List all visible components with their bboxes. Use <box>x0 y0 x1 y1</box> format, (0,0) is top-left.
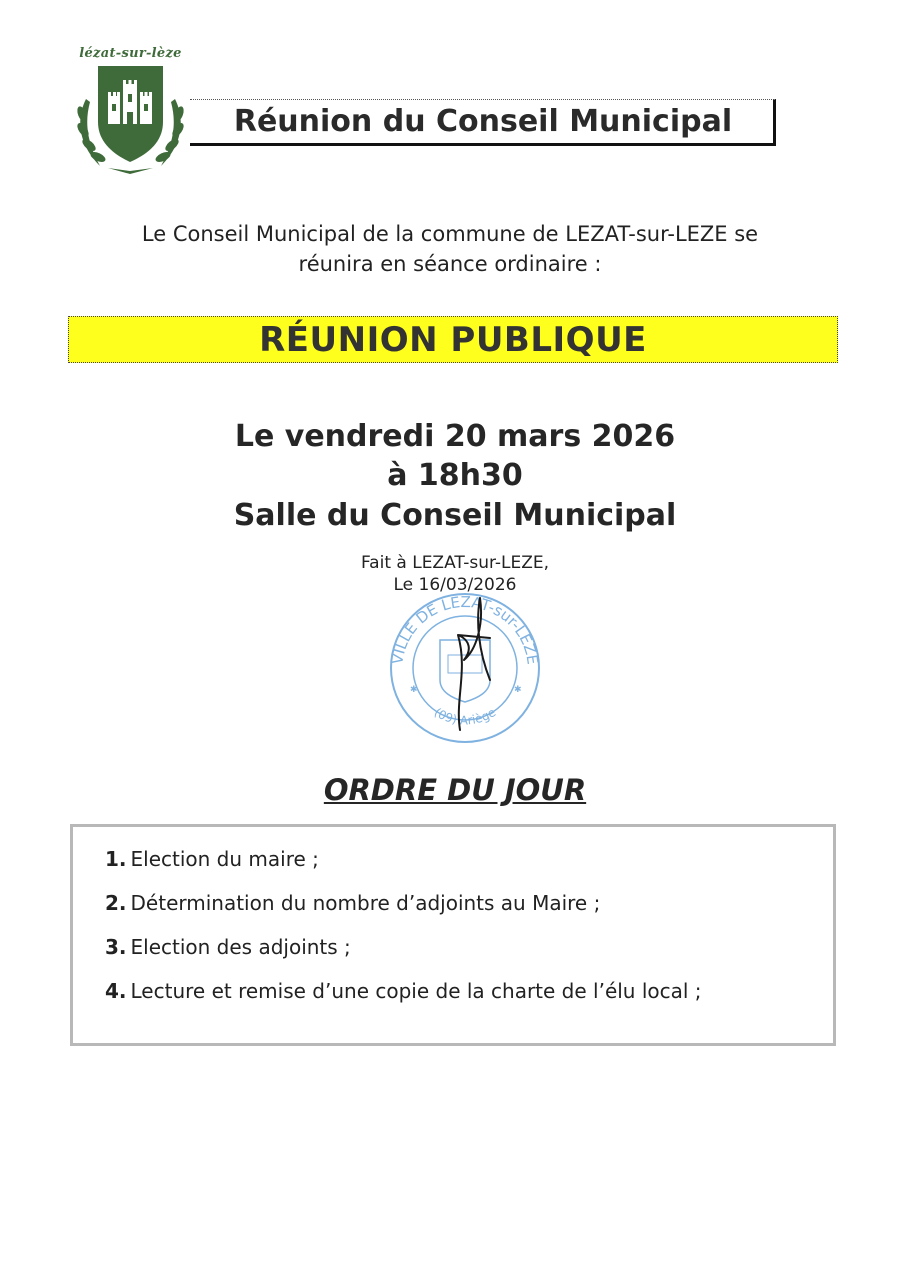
agenda-item-number: 3. <box>105 935 127 959</box>
svg-text:✱: ✱ <box>514 685 522 695</box>
svg-text:(09) Ariège <box>432 705 499 727</box>
intro-paragraph <box>60 219 840 279</box>
agenda-item-text: Lecture et remise d’une copie de la charte de l’élu local ; <box>130 979 702 1003</box>
stamp-bottom-text: (09) Ariège <box>431 705 499 728</box>
agenda-item-text: Détermination du nombre d’adjoints au Maire ; <box>130 891 601 915</box>
intro-line-1: Le Conseil Municipal de la commune de LEZAT-sur-LEZE se <box>141 222 759 246</box>
agenda-item-number: 1. <box>105 847 127 871</box>
agenda-item <box>105 978 702 1022</box>
intro-line-2: réunira en séance ordinaire : <box>298 252 602 276</box>
agenda-item <box>105 890 702 934</box>
agenda-list <box>105 846 702 1022</box>
agenda-item-number: 4. <box>105 979 127 1003</box>
official-stamp <box>380 580 550 750</box>
agenda-heading: ORDRE DU JOUR <box>323 773 587 807</box>
agenda-item <box>105 846 702 890</box>
meeting-time: à 18h30 <box>387 458 523 493</box>
svg-text:✱: ✱ <box>410 685 418 695</box>
agenda-item-text: Election du maire ; <box>130 847 319 871</box>
page-title: Réunion du Conseil Municipal <box>233 104 733 139</box>
town-crest-logo <box>68 44 193 179</box>
agenda-item <box>105 934 702 978</box>
logo-wordmark: lézat-sur-lèze <box>79 46 182 61</box>
agenda-item-number: 2. <box>105 891 127 915</box>
made-at-text: Fait à LEZAT-sur-LEZE, <box>360 553 550 573</box>
agenda-item-text: Election des adjoints ; <box>130 935 351 959</box>
meeting-place: Salle du Conseil Municipal <box>233 498 677 533</box>
stamp-top-text: VILLE DE LEZAT-sur-LEZE <box>388 592 542 666</box>
banner-text: RÉUNION PUBLIQUE <box>259 320 647 360</box>
made-date-text: Le 16/03/2026 <box>393 575 517 595</box>
meeting-date: Le vendredi 20 mars 2026 <box>234 419 676 454</box>
